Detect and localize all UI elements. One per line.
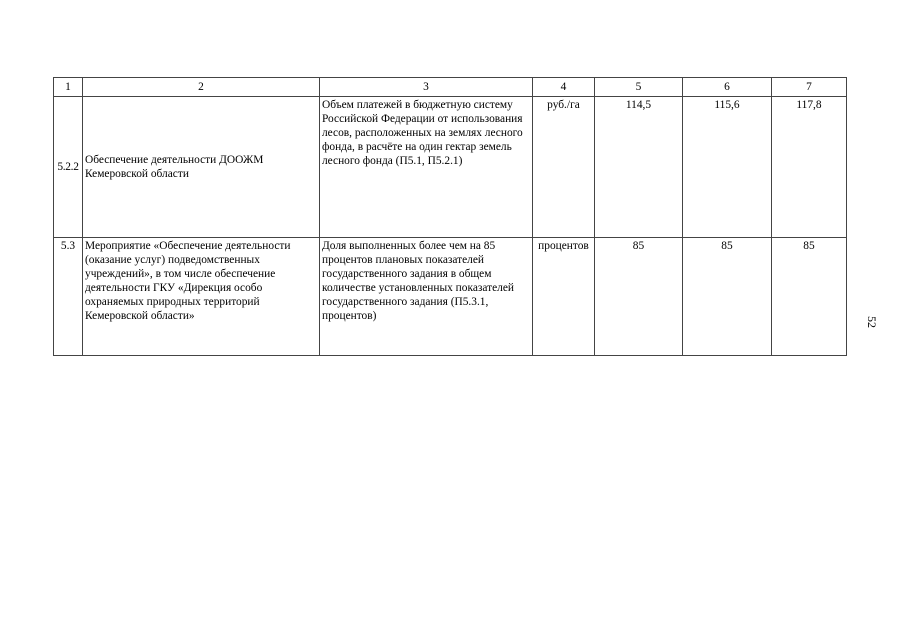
table-row [54, 97, 847, 238]
row-indicator: Доля выполненных более чем на 85 процентов плановых показателей государственного задания в общем количестве установленных показателей государственного задания (П5.3.1, процентов) [320, 238, 533, 356]
table-row [54, 238, 847, 356]
column-header-6: 6 [683, 78, 772, 97]
data-table [53, 77, 847, 356]
row-unit: процентов [533, 238, 595, 356]
row-value-7: 117,8 [772, 97, 847, 238]
row-unit: руб./га [533, 97, 595, 238]
row-number: 5.2.2 [54, 97, 83, 238]
row-name: Мероприятие «Обеспечение деятельности (оказание услуг) подведомственных учреждений», в том числе обеспечение деятельности ГКУ «Дирекция особо охраняемых природных территорий Кемеровской области» [83, 238, 320, 356]
row-value-6: 85 [683, 238, 772, 356]
row-value-5: 85 [595, 238, 683, 356]
row-value-7: 85 [772, 238, 847, 356]
row-value-6: 115,6 [683, 97, 772, 238]
column-header-5: 5 [595, 78, 683, 97]
row-name: Обеспечение деятельности ДООЖМ Кемеровской области [83, 97, 320, 238]
row-value-5: 114,5 [595, 97, 683, 238]
column-header-1: 1 [54, 78, 83, 97]
column-header-7: 7 [772, 78, 847, 97]
column-header-2: 2 [83, 78, 320, 97]
page-number: 52 [865, 316, 879, 328]
column-header-4: 4 [533, 78, 595, 97]
column-header-3: 3 [320, 78, 533, 97]
row-indicator: Объем платежей в бюджетную систему Российской Федерации от использования лесов, расположенных на землях лесного фонда, в расчёте на один гектар земель лесного фонда (П5.1, П5.2.1) [320, 97, 533, 238]
row-number: 5.3 [54, 238, 83, 356]
table-header-row [54, 78, 847, 97]
